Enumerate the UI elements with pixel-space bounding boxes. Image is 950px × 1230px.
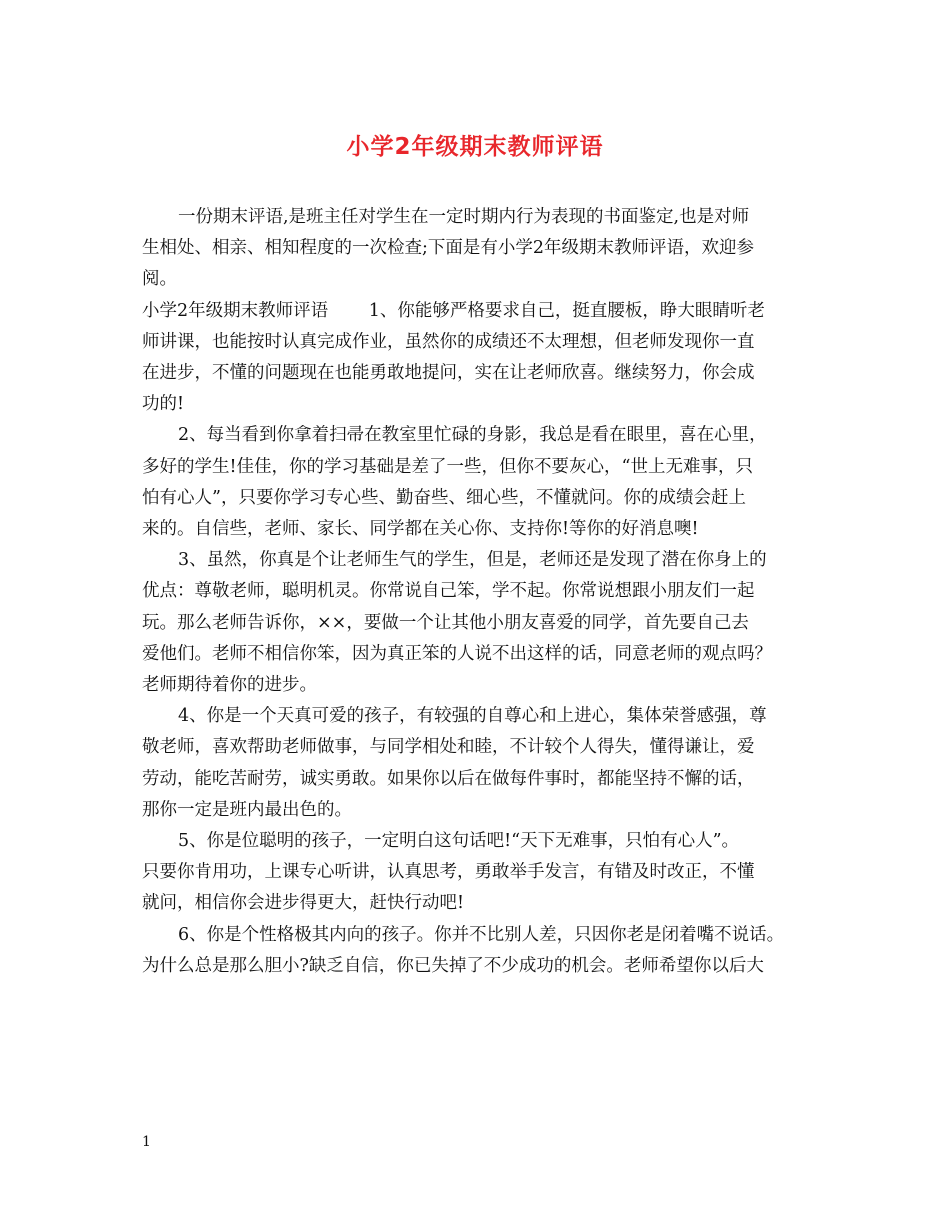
text-line: 一份期末评语,是班主任对学生在一定时期内行为表现的书面鉴定,也是对师	[178, 207, 750, 227]
text-line: 爱他们。老师不相信你笨，因为真正笨的人说不出这样的话，同意老师的观点吗？	[142, 643, 772, 664]
text-line: 敬老师，喜欢帮助老师做事，与同学相处和睦，不计较个人得失，懂得谦让，爱	[142, 737, 755, 758]
text-line: 优点：尊敬老师，聪明机灵。你常说自己笨，学不起。你常说想跟小朋友们一起	[142, 581, 755, 602]
text-line: 那你一定是班内最出色的。	[142, 799, 352, 820]
text-line: 多好的学生!佳佳，你的学习基础是差了一些，但你不要灰心，“世上无难事，只	[142, 456, 753, 477]
text-line: 2、每当看到你拿着扫帚在教室里忙碌的身影，我总是看在眼里，喜在心里，	[178, 425, 767, 446]
text-line: 玩。那么老师告诉你，××，要做一个让其他小朋友喜爱的同学，首先要自己去	[142, 612, 749, 633]
text-line: 3、虽然，你真是个让老师生气的学生，但是，老师还是发现了潜在你身上的	[178, 550, 767, 571]
text-line: 就问，相信你会进步得更大，赶快行动吧!	[142, 893, 465, 914]
text-line: 来的。自信些，老师、家长、同学都在关心你、支持你!等你的好消息噢!	[142, 519, 699, 540]
text-line: 老师期待着你的进步。	[142, 675, 317, 696]
text-line: 阅。	[142, 269, 177, 290]
text-line: 为什么总是那么胆小?缺乏自信，你已失掉了不少成功的机会。老师希望你以后大	[142, 955, 764, 976]
document-body	[142, 202, 820, 982]
text-line: 6、你是个性格极其内向的孩子。你并不比别人差，只因你老是闭着嘴不说话。	[178, 924, 785, 945]
text-line: 劳动，能吃苦耐劳，诚实勇敢。如果你以后在做每件事时，都能坚持不懈的话，	[142, 768, 755, 789]
text-line: 怕有心人”，只要你学习专心些、勤奋些、细心些，不懂就问。你的成绩会赶上	[142, 487, 746, 508]
text-line: 只要你肯用功，上课专心听讲，认真思考，勇敢举手发言，有错及时改正，不懂	[142, 862, 755, 883]
page-number: 1	[142, 1134, 151, 1150]
text-line: 小学2年级期末教师评语 1、你能够严格要求自己，挺直腰板，睁大眼睛听老	[142, 300, 765, 321]
text-line: 生相处、相亲、相知程度的一次检查;下面是有小学2年级期末教师评语，欢迎参	[142, 238, 755, 259]
text-line: 师讲课，也能按时认真完成作业，虽然你的成绩还不太理想，但老师发现你一直	[142, 331, 755, 352]
document-title: 小学2年级期末教师评语	[346, 134, 604, 160]
text-line: 在进步，不懂的问题现在也能勇敢地提问，实在让老师欣喜。继续努力，你会成	[142, 363, 755, 384]
text-line: 功的!	[142, 394, 185, 415]
text-line: 4、你是一个天真可爱的孩子，有较强的自尊心和上进心，集体荣誉感强，尊	[178, 706, 767, 727]
text-line: 5、你是位聪明的孩子，一定明白这句话吧!“天下无难事，只怕有心人”。	[178, 831, 740, 852]
